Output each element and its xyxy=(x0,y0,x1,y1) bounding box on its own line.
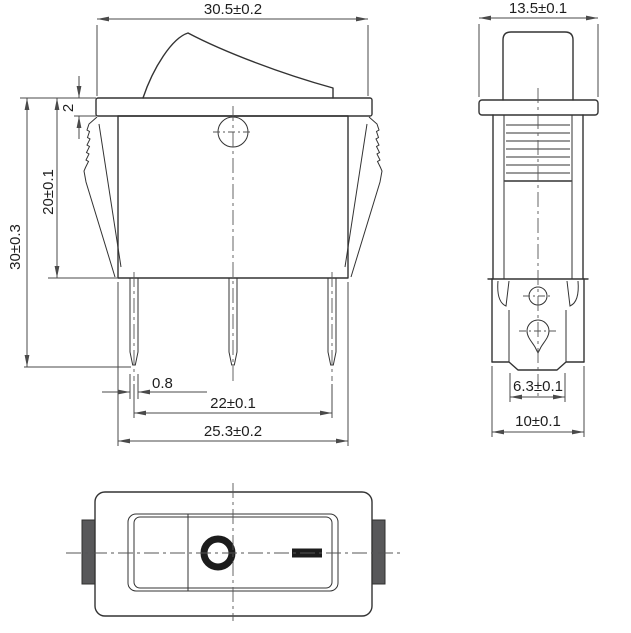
arrowhead xyxy=(97,17,109,22)
arrowhead xyxy=(77,116,82,128)
terminal-pin-right xyxy=(328,272,336,381)
side-view xyxy=(479,0,598,437)
dim-tip-width-group xyxy=(510,373,565,402)
arrowhead xyxy=(586,16,598,21)
arrowhead xyxy=(138,390,150,395)
arrowhead xyxy=(479,16,491,21)
arrowhead xyxy=(55,98,60,110)
arrowhead xyxy=(356,17,368,22)
arrowhead xyxy=(55,266,60,278)
dim-tip-width: 6.3±0.1 xyxy=(513,378,563,395)
dim-terminal-span: 22±0.1 xyxy=(210,395,256,412)
latch-claw-left xyxy=(498,281,509,306)
dim-body-depth-side: 10±0.1 xyxy=(515,413,561,430)
mounting-flange xyxy=(96,98,372,116)
dim-body-width-group xyxy=(118,282,348,446)
arrowhead xyxy=(25,98,30,110)
arrowhead xyxy=(118,439,130,444)
mounting-tab-right xyxy=(372,520,385,584)
arrowhead xyxy=(25,355,30,367)
arrowhead xyxy=(492,430,504,435)
panel-view xyxy=(66,483,400,621)
dim-mount-depth: 20±0.1 xyxy=(40,169,57,215)
front-view xyxy=(7,1,382,446)
latch-claw-right xyxy=(567,281,578,306)
arrowhead xyxy=(118,390,130,395)
arrowhead xyxy=(320,411,332,416)
arrowhead xyxy=(510,395,522,400)
terminal-pin-left xyxy=(130,272,138,381)
dim-terminal-thickness: 0.8 xyxy=(152,375,173,392)
snap-fit-wing-left xyxy=(84,117,121,277)
arrowhead xyxy=(77,86,82,98)
dim-body-width: 25.3±0.2 xyxy=(203,423,263,440)
mounting-flange-side xyxy=(479,100,598,115)
dim-overall-height: 30±0.3 xyxy=(7,224,24,270)
snap-fit-wing-right xyxy=(345,117,382,277)
dim-flange-thickness: 2 xyxy=(60,103,77,113)
arrowhead xyxy=(336,439,348,444)
dim-overall-height-group xyxy=(7,98,131,367)
dim-flange-width-front: 30.5±0.2 xyxy=(203,1,263,18)
dim-flange-thickness-group xyxy=(60,76,96,139)
arrowhead xyxy=(572,430,584,435)
dim-flange-width-side: 13.5±0.1 xyxy=(508,0,568,17)
arrowhead xyxy=(134,411,146,416)
dim-flange-width-front-group xyxy=(97,1,368,96)
rocker-actuator xyxy=(143,33,333,98)
arrowhead xyxy=(553,395,565,400)
dim-flange-width-side-group xyxy=(479,0,598,97)
mounting-tab-left xyxy=(82,520,95,584)
